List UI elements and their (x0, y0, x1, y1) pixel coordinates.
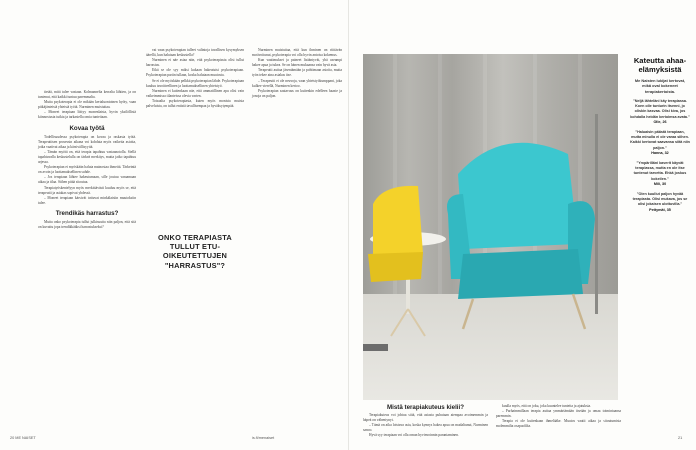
paragraph: Psykoterapian ei myöskään haluta mainostaa ihmeitä. Tärkeintä on avoin ja luottamuksellinen suhde. (38, 165, 136, 175)
sidebar-quote: "Neljä lähteläni käy terapiassa. Koen olle tunturin itsenni, jo oliskin kasvaa. Olisi kiva, jos kohdalla heidän kertoimsa avata." (630, 98, 690, 119)
paragraph: Nurminen ei kuitenkaan näe, että ammatillinen apu olisi vain vaikeimmissa tilanteissa olevia varten. (146, 88, 244, 98)
page-folio-left: 20 ME NAISET (10, 436, 36, 440)
paragraph: Terapiatyöskentelyyn myös merkittävästi kuuluu myös se, että terapeutti ja asiakas sopivat yhdessä. (38, 185, 136, 195)
paragraph: Terapia ei ole kuitenkaan ihmelääke. Muutos vaatii aikaa ja sitoutumista molemmilta osapuolilta. (496, 419, 621, 429)
page-gutter (348, 0, 349, 450)
subheading-trendikas: Trendikäs harrastus? (55, 209, 119, 217)
article-subheading: Mistä terapiakuteus kielii? (386, 404, 465, 411)
paragraph: kuulla myös, että on joku, joka kuuntelee tunteita ja ajatuksia. (502, 404, 592, 408)
pull-quote: ONKO TERAPIASTA TULLUT ETU-OIKEUTETTUJEN "HARRASTUS"? (158, 233, 232, 270)
page-folio-right: 21 (678, 436, 683, 440)
sidebar-title: Kateutta ahaa-elämyksistä (633, 56, 687, 74)
paragraph: Eikä se ole syy miksi kukaan hakeutuisi psykoterapiaan. Psykoterapian pariin tullaan, koska halutaan muutosta. (146, 68, 244, 78)
sidebar-quote-name: Mili, 30 (653, 181, 667, 186)
interior-photo (363, 54, 618, 400)
paragraph: Nurminen muistuttaa, että kun ihminen on riittävän motivoitunut, psykoterapia voi olla hyvin antoisa kokemus. (252, 48, 342, 58)
sidebar-box (630, 56, 690, 213)
paragraph: Toisaalta psykoterapiasta, kuten myös monista muista palveluista, on tullut entistä tavallisempaa ja hyväksytympää. (146, 98, 244, 109)
paragraph: – Moneet terapiaan kärsivät tottuvat minkälaisiin muutoksiin tulee. (38, 195, 136, 205)
right-column-b (496, 404, 621, 429)
sidebar-quote-name: Hanna, 32 (651, 150, 669, 155)
right-column-a (363, 413, 488, 438)
left-column-3 (252, 48, 342, 99)
paragraph: Terapiakuteus voi johtua siitä, että asiasta puhutaan aiempaa avoimemmin ja häpeä on vähentynyt. (363, 413, 488, 423)
paragraph: Kun vaatimukset ja paineet lisääntyvät, yhä useampi hakee apua ja tukea. Se on hänen mukaansa vain hyvä asia. (252, 58, 342, 68)
paragraph: Psykoterapian saatavuus on kuitenkin edelleen haaste ja jonoja on paljon. (252, 88, 342, 98)
paragraph: Mutta onko psykoterapia tullut julkisuutta niin paljon, että sitä on kuvattu jopa trendikkääksi harrastukseksi? (38, 219, 136, 229)
paragraph: Se ei ole myöskään pelkkä psykoterapian lähde. Psykoterapiaan kuuluu tavoitteellinen ja luottamuksellinen yhteistyö. (146, 78, 244, 88)
sidebar-quote-name: Pettymät, 35 (649, 207, 671, 212)
armchair-scene-illustration (363, 54, 618, 400)
left-column-1 (38, 90, 136, 230)
sidebar-intro: Me Naisten lukijat kertovat, mikä oval kokeneet terapiakertoista. (634, 78, 686, 94)
paragraph: Mutta psykoterapia ei ole mikään kertaluontoinen hyöty, vaan pitkäjänteistä yhteistä työtä. Nurminen muistuttaa. (38, 100, 136, 110)
paragraph: – Tämä on aika loistava asia, koska kynnys hakea apua on madaltunut, Nurminen sanoo. (363, 423, 488, 433)
sidebar-quote: "Olen kuullut paljon hyvää terapiasta. Olisi mukava, jos se olisi jokaisen ulottuvilla." (632, 191, 688, 207)
paragraph: vai vaan psykoterapian tulleet valintoja tavallisen kysymyksen äärellä, kun halutaan keskustella? (146, 48, 244, 58)
paragraph: Nurminen ei näe asiaa niin, että psykoterapiasta olisi tullut harrastus. (146, 58, 244, 68)
paragraph: – Terapeutti ei ole neuvoja, vaan yhteistyökumppani, joka kulkee vierellä, Nurminen kertoo. (252, 78, 342, 88)
paragraph: – Parhaimmillaan terapia auttaa ymmärtämään itseään ja omaa toimintaansa paremmin. (496, 409, 621, 419)
paragraph: Todellisuudessa psykoterapia on kovaa ja raskasta työtä. Terapeuttisen prosessin aikana voi kohdata myös vaikeita asioita, jotka vaativat aikaa ja kärsivällisyyttä. (38, 134, 136, 149)
paragraph: – Moneet terapiaan liittyy monenlaista, hyvin yksilöllistä kiinnostusta tutkia ja tarkastella omia tunteitaan. (38, 110, 136, 120)
paragraph: tietää, mitä tulee vastaan. Kolmannelta kerralta lähtien, ja on tuntenut, että kaikki tuntuu paremmalta. (38, 90, 136, 100)
paragraph: Hyvä syy terapiaan voi olla oman hyvinvoinnin parantaminen. (369, 433, 459, 438)
sidebar-quote-name: Olle, 26 (653, 119, 667, 124)
paragraph: – Tämän myötä on, että terapia tapahtuu vastaanotolla. Siellä tapahtuvalla keskustelulla on tärkeä merkitys, mutta jatko tapahtuu arjessa. (38, 149, 136, 165)
page-folio-url: is.fi/menaiset (252, 436, 275, 440)
sidebar-quote: "Ympärilläni kaverit käyvät terapiassa, mutta en ole itse tuntenut tarvetta. Ehkä joskus kokeilen." (633, 160, 687, 181)
subheading-kovaa-tyota: Kovaa työtä (69, 124, 105, 132)
left-column-2 (146, 48, 244, 109)
sidebar-quote: "Haluaisin päästä terapiaan, mutta minulla ei ole varaa siihen. Kaikki kertovat saavansa siitä niin paljon." (630, 129, 690, 150)
paragraph: Terapeutti auttaa jäsentämään ja pohtimaan asioita, mutta työn tekee aina asiakas itse. (252, 68, 342, 78)
paragraph: – Jos terapiaan lähtee hakeutumaan, sille joutuu varaamaan aikaa ja tilaa. Siihen pitää sitoutua. (38, 175, 136, 185)
